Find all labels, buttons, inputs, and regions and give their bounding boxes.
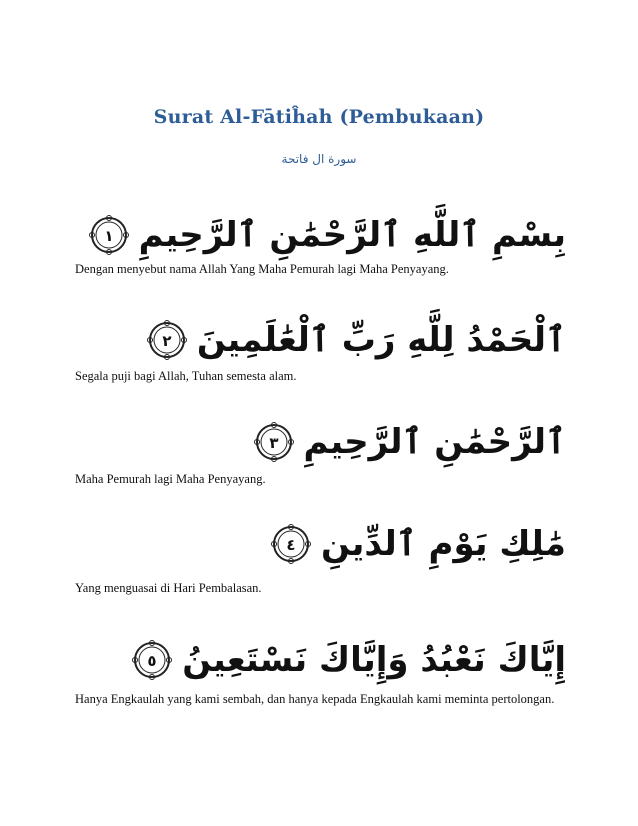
verse-1 [0,205,638,265]
verse-3-translation: Maha Pemurah lagi Maha Penyayang. [75,472,266,486]
ayah-number: ٤ [286,536,296,554]
verse-2 [0,310,638,370]
ayah-number: ٥ [147,652,157,670]
verse-5-arabic-line [132,630,566,690]
verse-5-translation: Hanya Engkaulah yang kami sembah, dan hanya kepada Engkaulah kami meminta pertolongan. [75,692,555,706]
ayah-number: ١ [104,227,114,245]
verse-1-arabic: بِسْمِ ٱللَّهِ ٱلرَّحْمَٰنِ ٱلرَّحِيمِ [138,215,566,255]
verse-4-arabic-line [271,514,566,574]
ayah-number-marker-icon [132,640,172,680]
ayah-number: ٢ [162,332,172,350]
verse-4-arabic: مَٰلِكِ يَوْمِ ٱلدِّينِ [321,524,566,564]
verse-2-arabic-line [147,310,566,370]
verse-3 [0,412,638,472]
document-title: Surat Al-Fātiĥah (Pembukaan) [153,106,485,128]
verse-1-translation: Dengan menyebut nama Allah Yang Maha Pemurah lagi Maha Penyayang. [75,262,449,276]
verse-2-translation: Segala puji bagi Allah, Tuhan semesta alam. [75,369,297,383]
verse-1-arabic-line [89,205,566,265]
verse-2-arabic: ٱلْحَمْدُ لِلَّهِ رَبِّ ٱلْعَٰلَمِينَ [196,320,566,360]
verse-3-arabic-line [254,412,566,472]
verse-4 [0,514,638,574]
arabic-subtitle: سورة ال فاتحة [281,152,357,166]
verse-4-translation: Yang menguasai di Hari Pembalasan. [75,581,262,595]
ayah-number-marker-icon [147,320,187,360]
ayah-number-marker-icon [271,524,311,564]
verse-5 [0,630,638,690]
verse-3-arabic: ٱلرَّحْمَٰنِ ٱلرَّحِيمِ [303,422,566,462]
ayah-number: ٣ [268,434,279,452]
ayah-number-marker-icon [254,422,294,462]
ayah-number-marker-icon [89,215,129,255]
verse-5-arabic: إِيَّاكَ نَعْبُدُ وَإِيَّاكَ نَسْتَعِينُ [182,640,566,680]
